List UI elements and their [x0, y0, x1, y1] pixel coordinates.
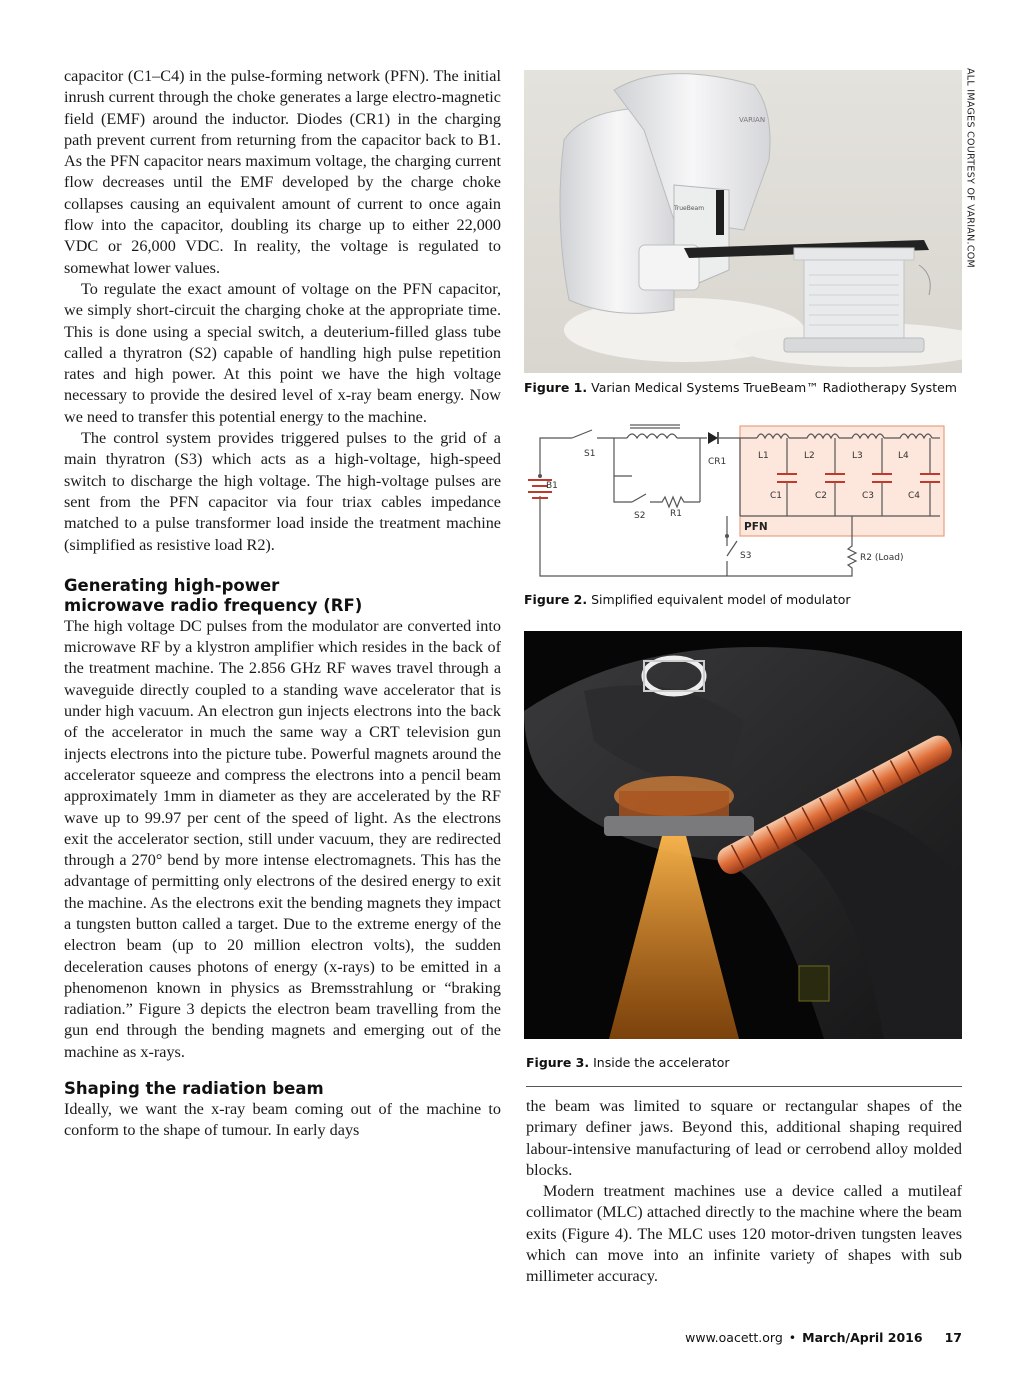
label-s1: S1: [584, 449, 596, 459]
label-l2: L2: [804, 451, 815, 461]
footer-separator: •: [788, 1330, 797, 1345]
paragraph: The high voltage DC pulses from the modulator are converted into microwave RF by a klystron amplifier which resides in the back of the treatment machine. The 2.856 GHz RF waves travel through a waveguide directly coupled to a standing wave accelerator that is under high vacuum. An electron gun injects electrons into the back of the accelerator in much the same way a CRT television gun injects electrons into the picture tube. Powerful magnets around the accelerator squeeze and compress the electrons into a pencil beam approximately 1mm in diameter as they are accelerated by the RF wave up to 99.97 per cent of the speed of light. As the electrons exit the accelerator section, still under vacuum, they are redirected through a 270° bend by more intense electromagnets. This has the advantage of permitting only electrons of the desired energy to exit the machine. As the electrons exit the bending magnets they impact a tungsten button called a target. Due to the extreme energy of the electron beam (up to 20 million electron volts), the sudden deceleration causes photons of energy (x-rays) to be emitted in a phenomenon known in physics as Bremsstrahlung or “braking radiation.” Figure 3 depicts the electron beam travelling from the gun end through the bending magnets and emerging out of the machine as x-rays.: [64, 616, 501, 1061]
label-l3: L3: [852, 451, 863, 461]
figure-2-circuit: [522, 416, 962, 584]
figure-3-caption: Figure 3. Inside the accelerator: [526, 1055, 730, 1070]
paragraph: capacitor (C1–C4) in the pulse-forming network (PFN). The initial inrush current through the choke generates a large electro-magnetic field (EMF) around the inductor. Diodes (CR1) in the charging path prevent current from returning from the capacitor back to B1. As the PFN capacitor nears maximum voltage, the charging current flow decreases until the EMF developed by the charge choke collapses causing an equivalent amount of current to once again flow into the capacitor, doubling its charge up to either 22,000 VDC or 26,000 VDC. In reality, the voltage is regulated to somewhat lower values.: [64, 67, 501, 277]
figure-1-image: [524, 70, 962, 373]
footer-issue: March/April 2016: [802, 1330, 923, 1345]
label-cr1: CR1: [708, 457, 727, 467]
left-column: [64, 66, 501, 1142]
brand-varian: VARIAN: [739, 116, 766, 124]
label-r2: R2 (Load): [860, 553, 904, 563]
figure-2-caption: Figure 2. Simplified equivalent model of modulator: [524, 592, 851, 607]
label-c1: C1: [770, 491, 783, 501]
label-c2: C2: [815, 491, 828, 501]
label-r1: R1: [670, 509, 682, 519]
page-number: 17: [944, 1330, 962, 1345]
label-c3: C3: [862, 491, 875, 501]
paragraph: The control system provides triggered pulses to the grid of a main thyratron (S3) which acts as a high-voltage, high-speed switch to discharge the high voltage. The high-voltage pulses are sent from the PFN capacitor via four triax cables impedance matched to a pulse transformer load inside the treatment machine (simplified as resistive load R2).: [64, 429, 501, 554]
paragraph: Modern treatment machines use a device called a mutileaf collimator (MLC) attached directly to the machine where the beam exits (Figure 4). The MLC uses 120 motor-driven tungsten leaves which can move into an infinite variety of shapes with sub millimeter accuracy.: [526, 1182, 962, 1286]
label-c4: C4: [908, 491, 921, 501]
section-heading: Generating high-power microwave radio frequency (RF): [64, 575, 363, 615]
divider: [526, 1086, 962, 1087]
label-s3: S3: [740, 551, 752, 561]
brand-truebeam: TrueBeam: [674, 205, 705, 212]
paragraph: Ideally, we want the x-ray beam coming out of the machine to conform to the shape of tumour. In early days: [64, 1100, 501, 1140]
label-b1: B1: [546, 481, 558, 491]
figure-3-image: [524, 631, 962, 1039]
figure-1-caption: Figure 1. Varian Medical Systems TrueBeam™ Radiotherapy System: [524, 380, 957, 395]
page-footer: [600, 1330, 962, 1345]
paragraph: To regulate the exact amount of voltage on the PFN capacitor, we simply short-circuit the charging choke at the appropriate time. This is done using a special switch, a deuterium-filled glass tube called a thyratron (S2) capable of handling high pulse repetition rates and high power. At this point we have the high voltage necessary to provide the desired level of x-ray beam energy. Now we need to transfer this potential energy to the machine.: [64, 279, 501, 426]
section-heading: Shaping the radiation beam: [64, 1079, 324, 1099]
paragraph: the beam was limited to square or rectangular shapes of the primary definer jaws. Beyond this, additional shaping required labour-intensive manufacturing of lead or cerrobend alloy molded blocks.: [526, 1097, 962, 1179]
label-l1: L1: [758, 451, 769, 461]
footer-url: www.oacett.org: [685, 1330, 783, 1345]
image-credit: ALL IMAGES COURTESY OF VARIAN.COM: [964, 67, 976, 268]
label-l4: L4: [898, 451, 909, 461]
label-s2: S2: [634, 511, 646, 521]
label-pfn: PFN: [744, 521, 768, 533]
right-column: [526, 1096, 962, 1288]
